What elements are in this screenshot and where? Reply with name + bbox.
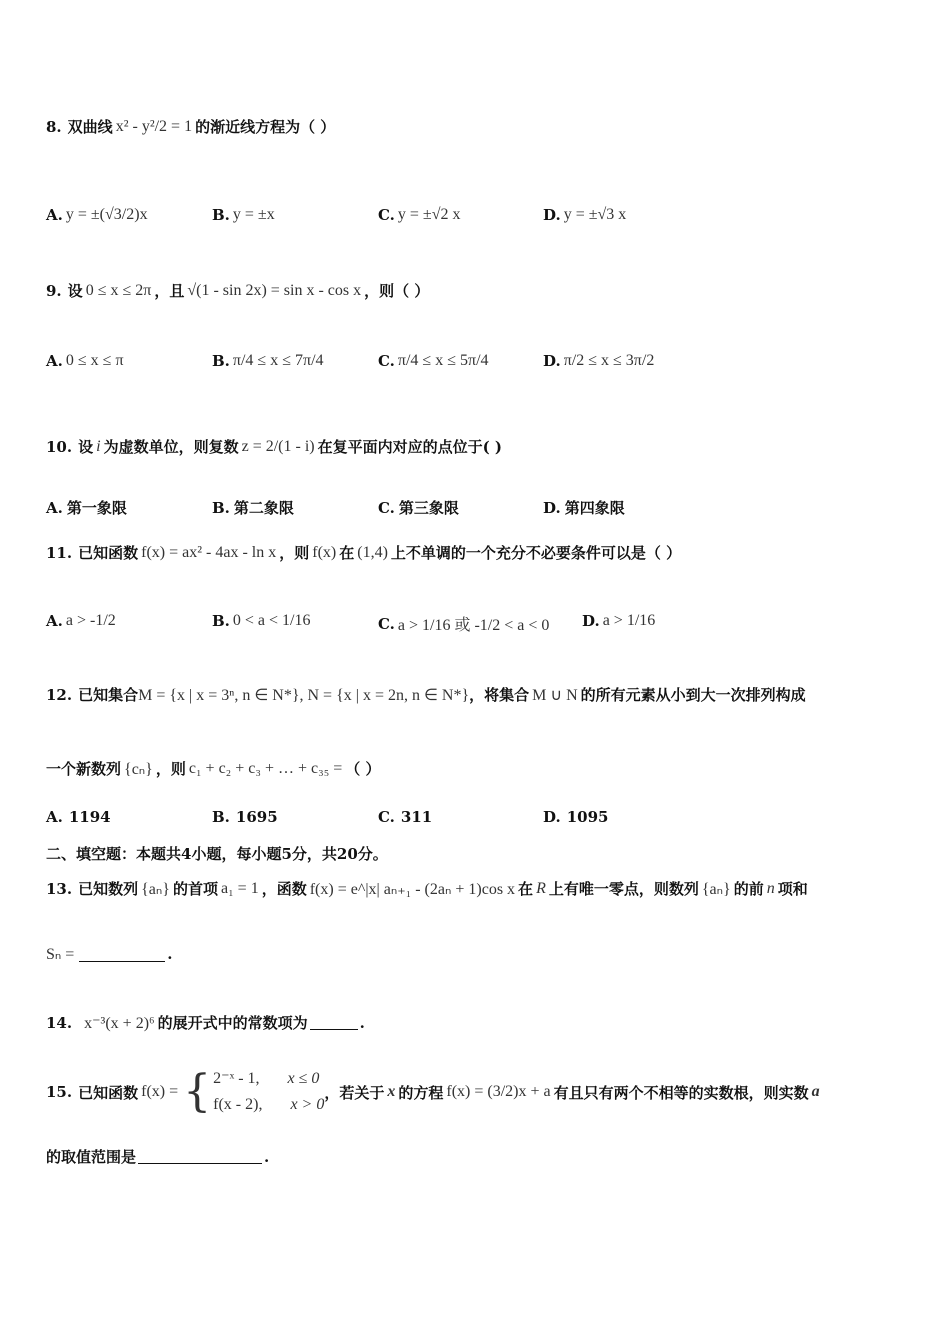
q12-option-d[interactable] [543,808,608,826]
q12-set-n: , N = {x | x = 2n, n ∈ N*} [299,686,470,704]
option-label: B. [212,498,230,517]
q12-set-m: M = {x | x = 3ⁿ, n ∈ N*} [138,686,300,704]
q12-text-mid: ，将集合 [469,686,530,704]
q15-case-1-expr: 2⁻ˣ - 1, [213,1070,260,1087]
question-14 [46,1012,910,1033]
option-label: A. [46,498,63,517]
question-15 [46,1066,910,1118]
q15-case-2-expr: f(x - 2), [213,1096,263,1113]
q15-line2: 的取值范围是 [46,1148,137,1166]
option-label: A. [46,206,63,224]
q15-f-lhs: f(x) = [141,1083,179,1100]
q15-case-1 [213,1066,324,1092]
q9-option-b[interactable] [212,352,327,370]
q14-end: . [359,1013,365,1032]
q8-number: 8. [46,117,62,136]
q14-number: 14. [46,1013,73,1032]
option-label: B. [212,612,230,630]
q15-eq: f(x) = (3/2)x + a [446,1083,551,1100]
q11-option-d[interactable] [582,612,658,630]
option-value: y = ±(√3/2)x [65,206,148,223]
q13-func: f(x) = e^|x| aₙ₊₁ - (2aₙ + 1)cos x [309,880,516,898]
q10-option-c[interactable] [378,497,459,518]
q15-end: . [264,1147,270,1166]
q8-option-c[interactable] [378,206,464,224]
q15-text-pre: 已知函数 [78,1083,139,1102]
option-label: C. [378,808,395,826]
q9-option-c[interactable] [378,352,492,370]
q13-text-d: 上有唯一零点，则数列 [548,880,699,898]
q12-text-post: 的所有元素从小到大一次排列构成 [580,686,806,704]
q10-number: 10. [46,437,73,456]
q8-option-b[interactable] [212,206,278,224]
q12-seq: {cₙ} [124,760,153,778]
q8-text-pre: 双曲线 [67,118,113,136]
q12-option-c[interactable] [378,808,432,826]
q13-text-b: ，函数 [261,880,307,898]
q13-seq: {aₙ} [141,880,170,898]
q15-text-post: 有且只有两个不相等的实数根，则实数 [553,1083,809,1102]
question-13-line-2 [46,944,910,964]
option-value: a > -1/2 [65,612,116,629]
q9-number: 9. [46,281,62,300]
option-label: A. [46,612,63,630]
option-label: A. [46,808,63,826]
q8-equation: x² - y²/2 = 1 [115,117,193,135]
q12-line2-pre: 一个新数列 [46,760,122,778]
option-value: π/4 ≤ x ≤ 7π/4 [232,352,324,369]
q14-answer-blank[interactable] [310,1015,358,1030]
q8-option-d[interactable] [543,206,629,224]
q13-text-f: 项和 [777,880,808,898]
q12-line2-mid: ，则 [155,760,186,778]
q10-text-post: 在复平面内对应的点位于( ) [317,438,503,456]
q9-text-post: ，则（ ） [364,282,430,300]
q13-r: R [536,879,546,897]
q15-number: 15. [46,1083,73,1101]
option-label: D. [543,808,561,826]
q11-number: 11. [46,543,73,562]
question-10 [46,436,910,457]
option-label: B. [212,808,230,826]
q13-end: . [167,945,173,963]
option-value: 第四象限 [564,499,625,517]
question-15-line-2 [46,1146,910,1167]
q12-sum: c₁ + c₂ + c₃ + … + c₃₅ = [188,759,343,777]
q11-func: f(x) = ax² - 4ax - ln x [141,543,277,561]
option-value: π/2 ≤ x ≤ 3π/2 [563,352,655,369]
q13-seq2: {aₙ} [701,880,731,898]
question-12-line-2 [46,758,910,779]
question-8 [46,116,910,137]
q12-option-a[interactable] [46,808,111,826]
option-value: a > 1/16 或 -1/2 < a < 0 [397,617,550,634]
q13-text-c: 在 [518,880,534,898]
option-label: C. [378,614,395,633]
q13-a1: a₁ = 1 [220,879,259,897]
q12-text-pre: 已知集合 [78,686,139,704]
q10-i-symbol: i [96,437,101,455]
q13-text-e: 的前 [733,880,764,898]
option-value: π/4 ≤ x ≤ 5π/4 [397,352,489,369]
question-13 [46,878,910,899]
q11-text-mid2: 在 [339,544,355,562]
q8-option-a[interactable] [46,206,151,224]
option-value: 1194 [68,808,111,826]
q15-answer-blank[interactable] [138,1149,262,1164]
option-value: 311 [400,808,433,826]
question-11 [46,542,910,563]
option-value: y = ±x [232,206,275,223]
q13-n: n [766,879,775,897]
option-label: B. [212,352,230,370]
q10-text-pre: 设 [78,438,94,456]
option-label: D. [543,206,561,224]
option-value: y = ±√3 x [563,206,627,223]
q10-option-a[interactable] [46,497,127,518]
q10-text-mid: 为虚数单位，则复数 [103,438,239,456]
q10-option-b[interactable] [212,497,294,518]
option-label: D. [543,352,561,370]
q9-cond1: 0 ≤ x ≤ 2π [85,281,152,299]
q15-case-2-cond: x > 0 [290,1096,325,1113]
q9-option-a[interactable] [46,352,127,370]
option-value: 0 < a < 1/16 [232,612,311,629]
section-2-heading [46,843,910,864]
q15-cases [213,1066,324,1118]
q12-line2-post: （ ） [345,760,381,778]
option-value: y = ±√2 x [397,206,461,223]
q15-case-2 [213,1092,324,1118]
q9-text-pre: 设 [67,282,83,300]
q11-fx: f(x) [312,543,337,561]
q10-option-d[interactable] [543,497,625,518]
q8-text-post: 的渐近线方程为（ ） [195,118,336,136]
option-label: D. [543,498,561,517]
q12-option-b[interactable] [212,808,278,826]
q15-text-mid2: 的方程 [398,1083,444,1102]
question-12 [46,684,910,705]
q13-answer-blank[interactable] [79,947,165,962]
q11-text-mid: ，则 [279,544,310,562]
option-value: 第三象限 [398,499,459,517]
option-label: A. [46,352,63,370]
q10-expr: z = 2/(1 - i) [241,437,315,455]
q13-sn: Sₙ = [46,946,75,963]
q9-text-mid: ，且 [154,282,185,300]
q15-text-mid: ，若关于 [324,1083,385,1102]
option-label: D. [582,612,600,630]
question-9 [46,280,910,301]
q15-case-1-cond: x ≤ 0 [287,1070,320,1087]
option-value: 0 ≤ x ≤ π [65,352,124,369]
q14-text: 的展开式中的常数项为 [157,1014,308,1032]
option-value: a > 1/16 [602,612,656,629]
q13-number: 13. [46,879,73,898]
q15-piecewise [138,1066,324,1118]
option-label: C. [378,352,395,370]
q9-option-d[interactable] [543,352,657,370]
q11-option-b[interactable] [212,612,314,630]
q11-option-a[interactable] [46,612,119,630]
q15-brace: { [183,1066,212,1117]
q11-text-post: 上不单调的一个充分不必要条件可以是（ ） [390,544,682,562]
option-value: 1695 [235,808,278,826]
q11-text-pre: 已知函数 [78,544,139,562]
section-2-text: 二、填空题：本题共4小题，每小题5分，共20分。 [46,845,388,863]
q14-expr: x⁻³(x + 2)⁶ [84,1014,155,1032]
q13-text-a: 的首项 [172,880,218,898]
q15-a: a [811,1083,820,1100]
option-label: C. [378,206,395,224]
q12-union: M ∪ N [532,686,578,704]
option-value: 1095 [566,808,609,826]
q9-cond2: √(1 - sin 2x) = sin x - cos x [187,281,362,299]
option-label: B. [212,206,230,224]
q11-interval: (1,4) [357,543,388,561]
option-label: C. [378,498,395,517]
q12-number: 12. [46,685,73,704]
option-value: 第一象限 [66,499,127,517]
q15-x: x [387,1083,396,1100]
q13-text-pre: 已知数列 [78,880,139,898]
option-value: 第二象限 [233,499,294,517]
q11-option-c[interactable] [378,612,552,635]
